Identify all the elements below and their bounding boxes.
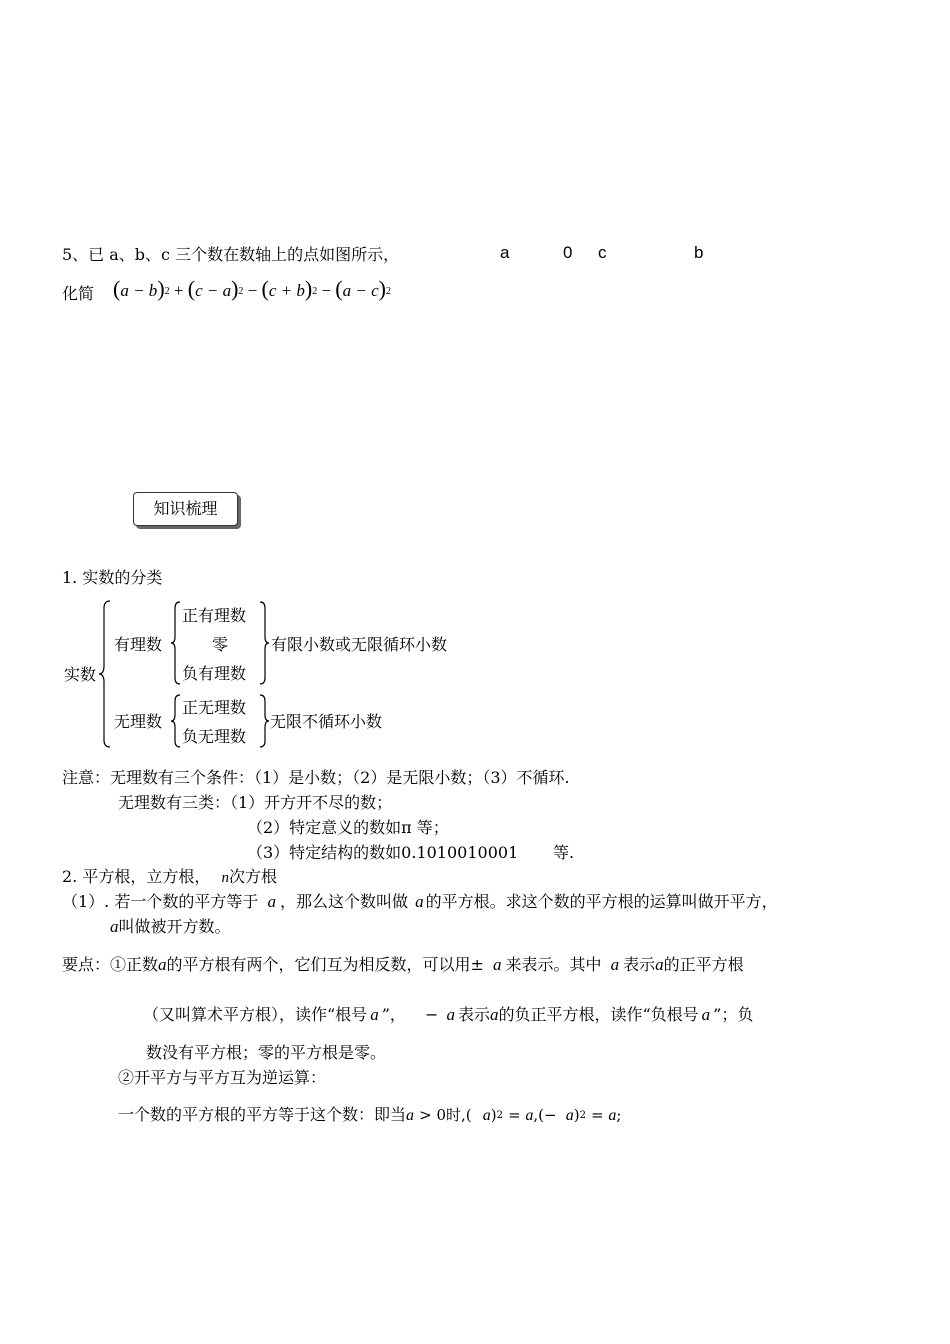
classification-heading: 1. 实数的分类 [62, 568, 163, 587]
irrational-right-brace [258, 694, 270, 748]
note-line-3: （2）特定意义的数如π 等； [247, 818, 449, 837]
section-tag-knowledge [133, 492, 238, 526]
zero-item: 零 [212, 635, 229, 654]
real-numbers-label: 实数 [64, 665, 97, 684]
note-line-1: 注意：无理数有三个条件：（1）是小数；（2）是无限小数；（3）不循环. [62, 768, 570, 787]
keypoint-line-1: 要点：①正数a的平方根有两个，它们互为相反数，可以用± a 来表示。其中 a 表示a的正平方根 [62, 955, 744, 974]
positive-rational-item: 正有理数 [182, 606, 247, 625]
simplify-label: 化简 [62, 284, 95, 303]
simplify-expression: (a − b)2 + (c − a)2 − (c + b)2 − (a − c)2 [113, 276, 391, 301]
keypoint-line-3: 数没有平方根；零的平方根是零。 [146, 1043, 387, 1062]
negative-rational-item: 负有理数 [182, 664, 247, 683]
section-tag-label: 知识梳理 [153, 499, 218, 518]
keypoint-line-2: （又叫算术平方根），读作“根号 a ”， − a 表示a的负正平方根，读作“负根号 a ”；负 [143, 1005, 754, 1024]
note-line-4-end: 等. [553, 843, 575, 862]
rational-brace [170, 601, 182, 685]
keypoint-line-5: 一个数的平方根的平方等于这个数：即当a > 0时,( a)2 = a,(− a)2 = a; [118, 1105, 622, 1124]
section2-heading: 2. 平方根，立方根， n次方根 [62, 867, 277, 886]
rational-right-brace [258, 601, 270, 685]
section2-paragraph-1: （1）. 若一个数的平方等于 a ，那么这个数叫做 a 的平方根。求这个数的平方根的运算叫做开平方， [62, 892, 778, 911]
positive-irrational-item: 正无理数 [182, 698, 247, 717]
note-line-4: （3）特定结构的数如0.1010010001 [247, 843, 519, 862]
rational-note: 有限小数或无限循环小数 [271, 635, 448, 654]
real-numbers-brace [98, 600, 112, 748]
negative-irrational-item: 负无理数 [182, 727, 247, 746]
axis-label-c: c [598, 243, 607, 262]
irrational-label: 无理数 [114, 712, 163, 731]
problem5-line1: 5、已 a、b、c 三个数在数轴上的点如图所示， [62, 245, 400, 264]
axis-label-zero: 0 [563, 243, 573, 262]
section2-paragraph-1-line2: a叫做被开方数。 [110, 917, 231, 936]
irrational-note: 无限不循环小数 [270, 712, 383, 731]
rational-label: 有理数 [114, 635, 163, 654]
note-line-2: 无理数有三类：（1）开方开不尽的数； [118, 793, 393, 812]
irrational-brace [170, 694, 182, 748]
axis-label-a: a [500, 243, 510, 262]
axis-label-b: b [694, 243, 704, 262]
keypoint-line-4: ②开平方与平方互为逆运算： [118, 1068, 327, 1087]
